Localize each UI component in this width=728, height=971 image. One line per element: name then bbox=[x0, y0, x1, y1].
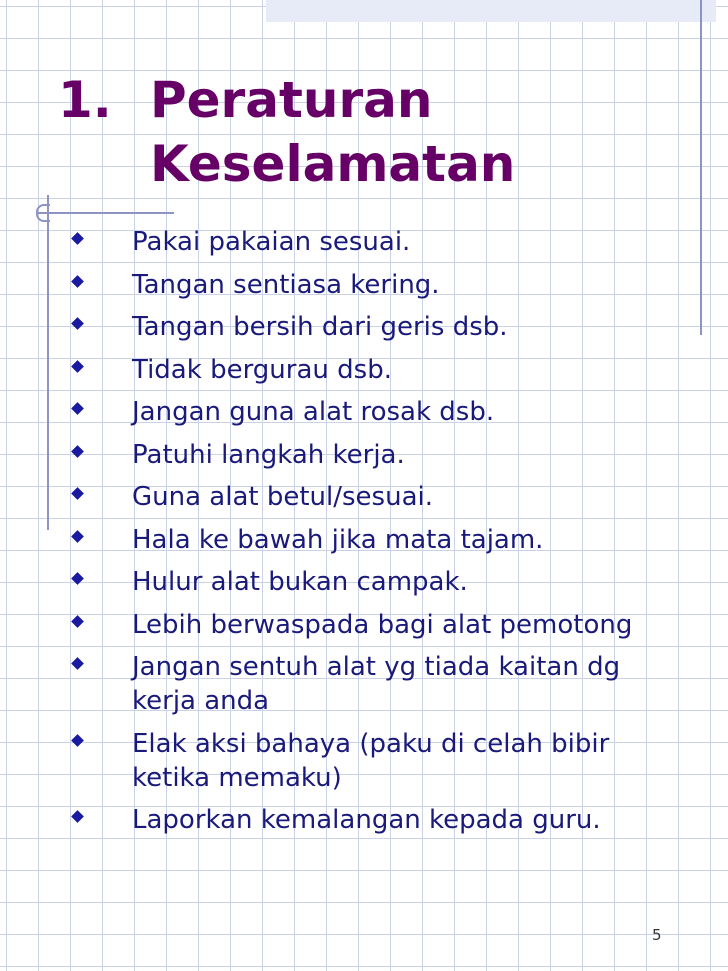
list-item-text: Laporkan kemalangan kepada guru. bbox=[132, 805, 601, 835]
title-number: 1. bbox=[58, 71, 112, 129]
diamond-bullet-icon bbox=[71, 572, 84, 585]
list-item-text: Tangan sentiasa kering. bbox=[132, 269, 440, 300]
slide-title bbox=[58, 68, 515, 196]
list-item bbox=[66, 438, 666, 472]
page-number: 5 bbox=[652, 926, 662, 944]
list-item bbox=[66, 395, 666, 429]
title-underline-rule bbox=[36, 212, 174, 214]
list-item bbox=[66, 225, 666, 259]
list-item-text: Lebih berwaspada bagi alat pemotong bbox=[132, 609, 633, 640]
list-item-text: Jangan guna alat rosak dsb. bbox=[132, 397, 495, 427]
list-item-text: Tidak bergurau dsb. bbox=[132, 354, 392, 385]
list-item bbox=[66, 353, 666, 387]
diamond-bullet-icon bbox=[71, 530, 84, 543]
diamond-bullet-icon bbox=[71, 360, 84, 373]
list-item bbox=[66, 523, 666, 557]
list-item-text: Guna alat betul/sesuai. bbox=[132, 482, 433, 512]
list-item bbox=[66, 803, 666, 837]
diamond-bullet-icon bbox=[71, 615, 84, 628]
diamond-bullet-icon bbox=[71, 487, 84, 500]
diamond-bullet-icon bbox=[71, 275, 84, 288]
right-margin-rule bbox=[700, 0, 702, 335]
list-item bbox=[66, 310, 666, 344]
list-item bbox=[66, 608, 666, 642]
diamond-bullet-icon bbox=[71, 445, 84, 458]
top-decor-band bbox=[266, 0, 716, 22]
title-line-2: Keselamatan bbox=[150, 135, 516, 193]
diamond-bullet-icon bbox=[71, 317, 84, 330]
diamond-bullet-icon bbox=[71, 657, 84, 670]
list-item-text: Hala ke bawah jika mata tajam. bbox=[132, 524, 544, 555]
diamond-bullet-icon bbox=[71, 734, 84, 747]
bullet-list bbox=[66, 225, 666, 846]
list-item-text: Elak aksi bahaya (paku di celah bibir ketika memaku) bbox=[132, 728, 610, 793]
list-item bbox=[66, 565, 666, 599]
diamond-bullet-icon bbox=[71, 810, 84, 823]
list-item-text: Patuhi langkah kerja. bbox=[132, 439, 405, 470]
list-item bbox=[66, 727, 666, 795]
rule-curl-decoration bbox=[36, 204, 50, 222]
diamond-bullet-icon bbox=[71, 402, 84, 415]
list-item-text: Pakai pakaian sesuai. bbox=[132, 227, 411, 257]
list-item bbox=[66, 650, 666, 718]
left-margin-rule bbox=[47, 195, 49, 530]
title-line-1: Peraturan bbox=[150, 71, 433, 129]
list-item-text: Hulur alat bukan campak. bbox=[132, 567, 468, 597]
list-item-text: Jangan sentuh alat yg tiada kaitan dg kerja anda bbox=[132, 652, 621, 716]
list-item bbox=[66, 268, 666, 302]
diamond-bullet-icon bbox=[71, 232, 84, 245]
list-item-text: Tangan bersih dari geris dsb. bbox=[132, 312, 508, 342]
list-item bbox=[66, 480, 666, 514]
